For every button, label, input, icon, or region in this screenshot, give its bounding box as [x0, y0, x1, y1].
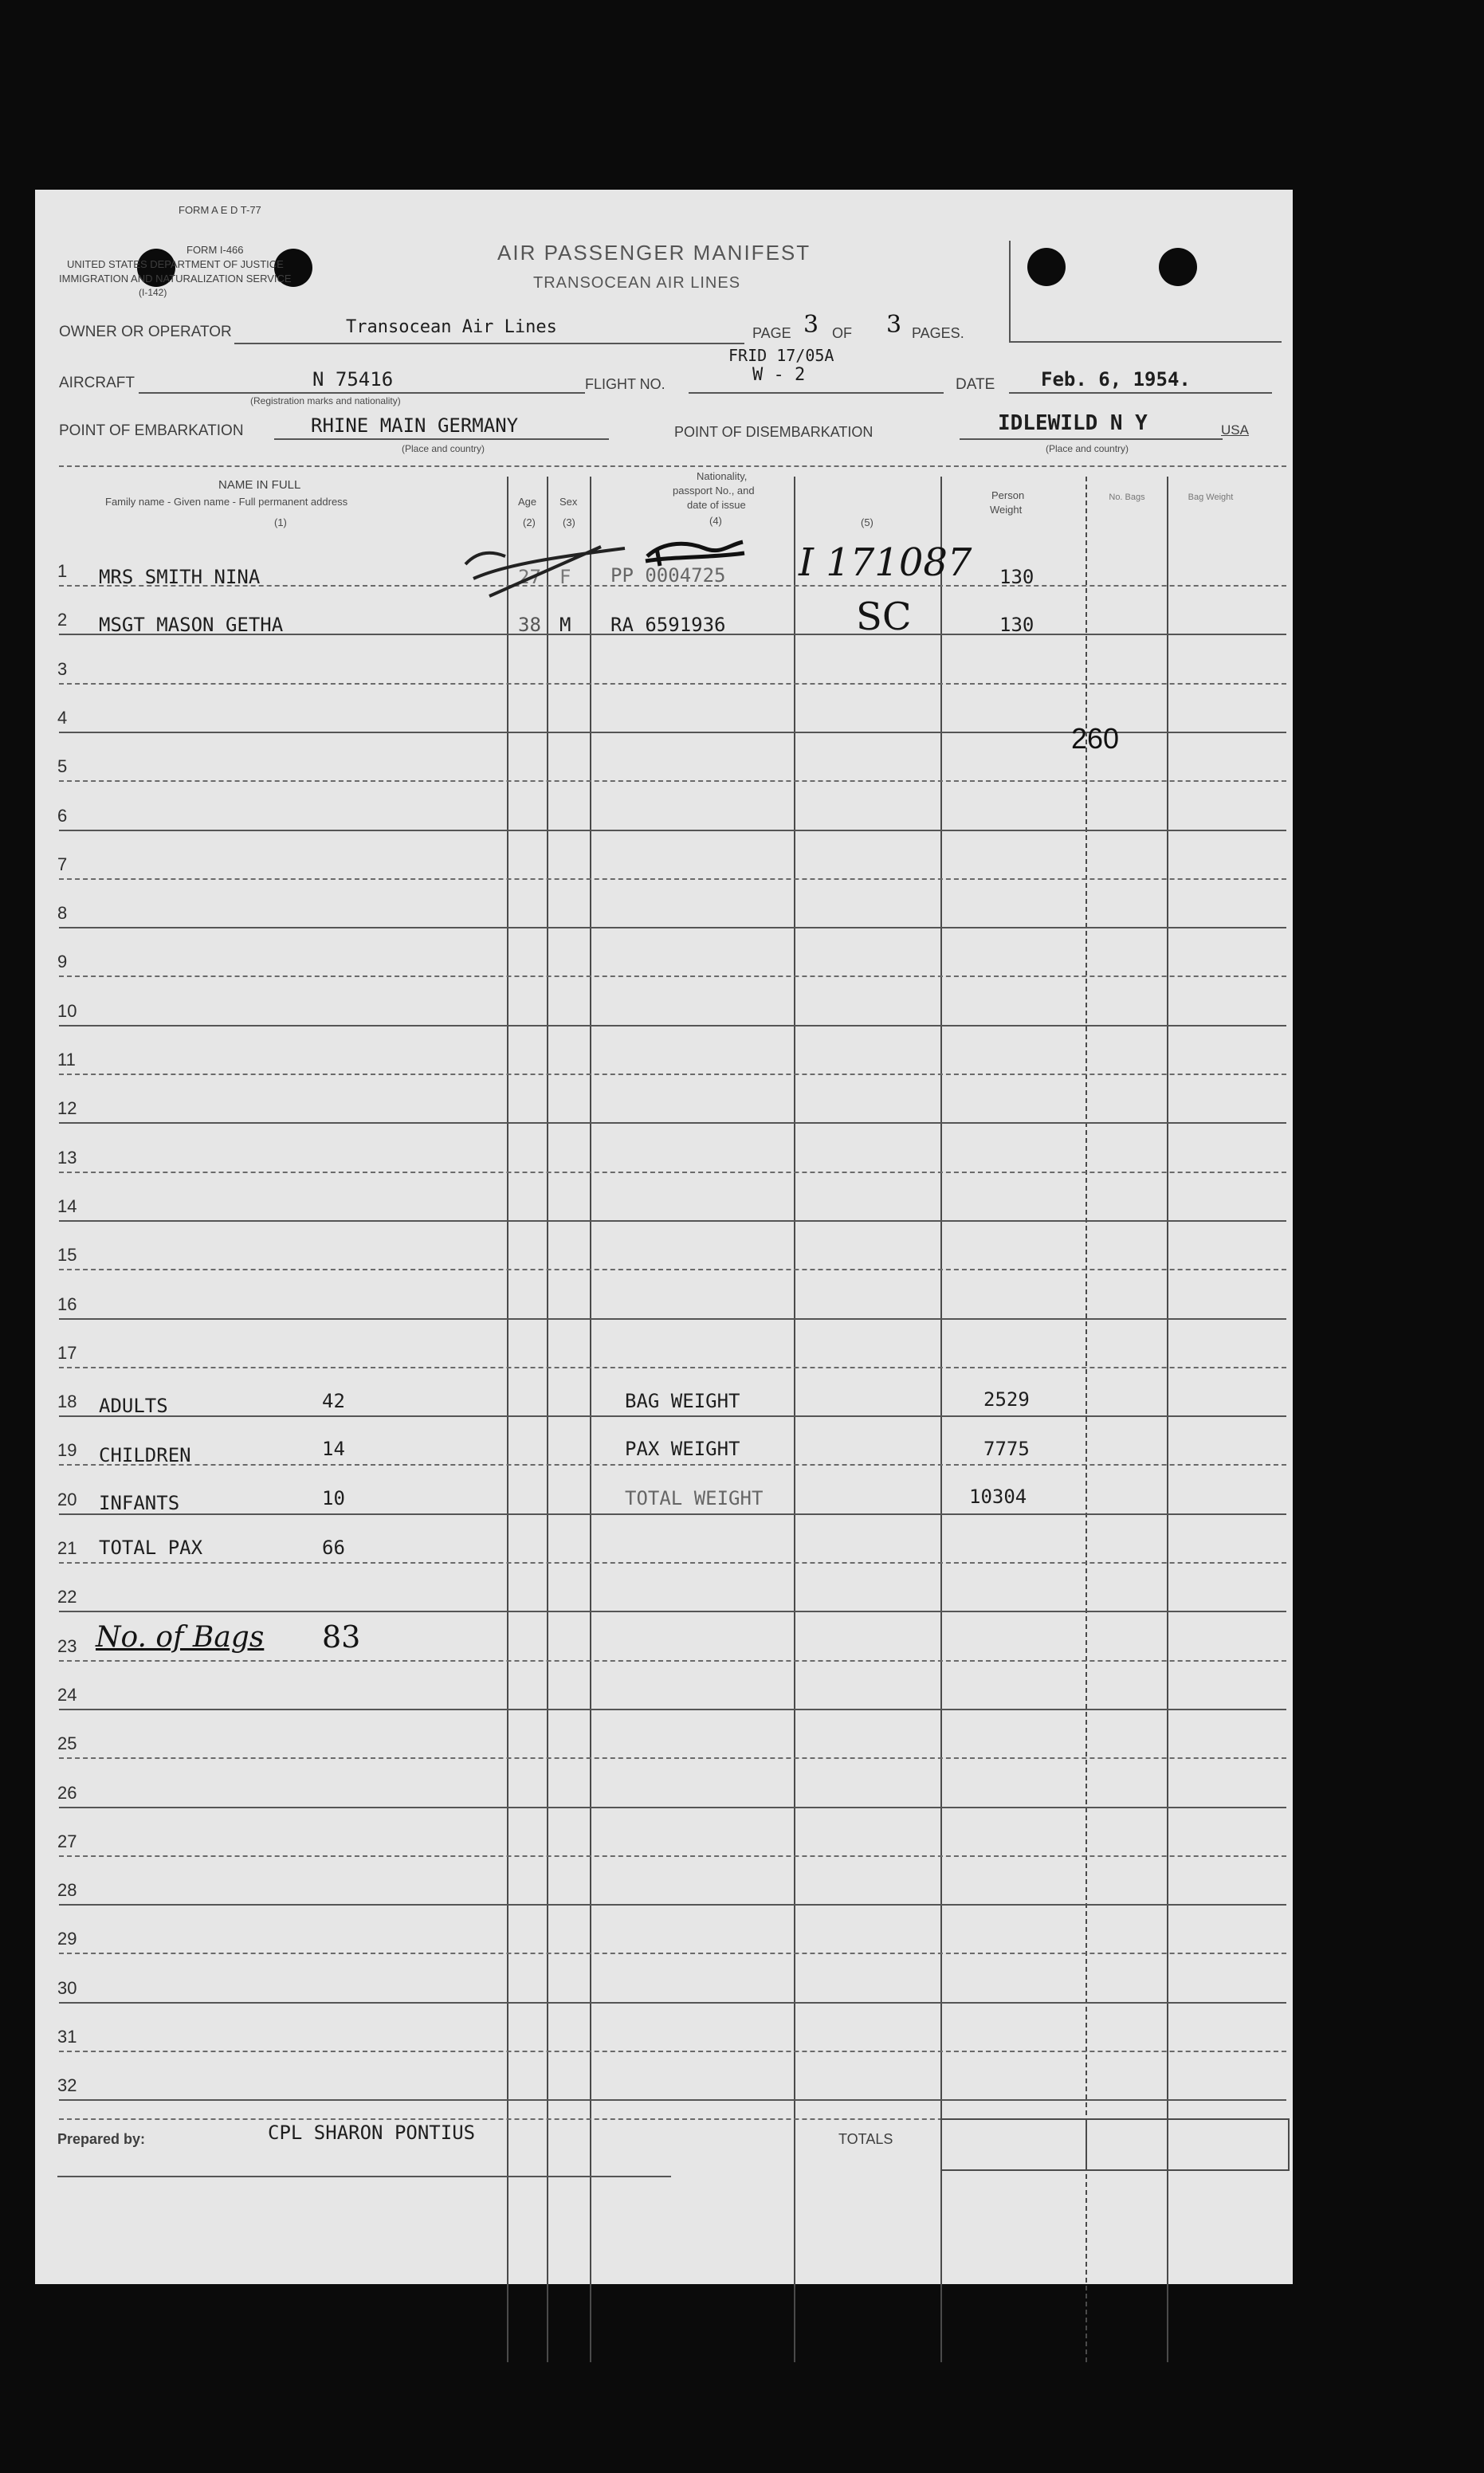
row-line	[59, 1464, 1286, 1466]
totals-box	[940, 2118, 1290, 2171]
col-header-passport-1: Nationality,	[697, 470, 748, 482]
summary-bag-weight: 2529	[983, 1388, 1030, 1411]
col-divider-bags	[1086, 477, 1087, 2362]
summary-bags-label: No. of Bags	[96, 1621, 265, 1654]
row-line	[59, 1660, 1286, 1662]
disembarkation-value: IDLEWILD N Y	[998, 411, 1148, 435]
row-line	[59, 1855, 1286, 1857]
row-line	[59, 975, 1286, 977]
row-line	[59, 1269, 1286, 1270]
row-number: 3	[57, 658, 68, 679]
row-number: 26	[57, 1782, 77, 1803]
summary-total-pax-label: TOTAL PAX	[99, 1537, 203, 1559]
strikethrough-scribble	[442, 532, 649, 604]
passenger-1-passport: PP 0004725	[610, 564, 726, 587]
page-label: PAGE	[752, 325, 791, 341]
row-number: 23	[57, 1635, 77, 1656]
passenger-2-name: MSGT MASON GETHA	[99, 614, 284, 636]
row-line	[59, 1122, 1286, 1124]
row-line	[59, 1074, 1286, 1075]
row-number: 18	[57, 1392, 77, 1412]
summary-children-label: CHILDREN	[99, 1444, 191, 1466]
form-number: FORM I-466	[186, 244, 244, 256]
row-line	[59, 1709, 1286, 1710]
col-header-bags: No. Bags	[1109, 493, 1145, 502]
row-line	[59, 2051, 1286, 2052]
subtotal-weight: 260	[1071, 722, 1120, 755]
summary-infants: 10	[322, 1487, 345, 1509]
passenger-1-name: MRS SMITH NINA	[99, 566, 261, 588]
summary-total-weight: 10304	[969, 1486, 1027, 1508]
passenger-1-weight: 130	[999, 566, 1034, 588]
totals-label: TOTALS	[838, 2131, 893, 2147]
aircraft-underline	[139, 392, 585, 394]
summary-infants-label: INFANTS	[99, 1492, 180, 1514]
flight-label: FLIGHT NO.	[585, 376, 665, 392]
dept-line-3: (I-142)	[139, 287, 167, 298]
row-number: 14	[57, 1195, 77, 1216]
prepared-by-value: CPL SHARON PONTIUS	[268, 2122, 476, 2144]
row-number: 4	[57, 707, 68, 728]
row-line	[59, 2099, 1286, 2101]
col-divider-age	[507, 477, 508, 2362]
col-header-age: Age	[518, 496, 537, 508]
embarkation-label: POINT OF EMBARKATION	[59, 422, 244, 439]
dept-line-2: IMMIGRATION AND NATURALIZATION SERVICE	[59, 273, 292, 285]
row-number: 15	[57, 1245, 77, 1266]
row-number: 31	[57, 2027, 77, 2047]
manifest-title: AIR PASSENGER MANIFEST	[497, 241, 811, 265]
corner-bracket	[1009, 241, 1282, 343]
passenger-2-weight: 130	[999, 614, 1034, 636]
col-header-passport-num: (4)	[709, 515, 722, 527]
col-header-name-sub: Family name - Given name - Full permanent address	[105, 496, 348, 508]
summary-children: 14	[322, 1438, 345, 1460]
passenger-2-sex: M	[559, 614, 571, 636]
row-number: 8	[57, 903, 68, 924]
passenger-1-age: 27	[518, 566, 541, 588]
row-line	[59, 780, 1286, 782]
passenger-2-passport: RA 6591936	[610, 614, 726, 636]
col-header-sex: Sex	[559, 496, 578, 508]
col-divider-col5	[794, 477, 795, 2362]
manifest-subtitle: TRANSOCEAN AIR LINES	[533, 274, 741, 292]
flight-underline	[689, 392, 944, 394]
row-line	[59, 1611, 1286, 1612]
row-number: 6	[57, 805, 68, 826]
passenger-1-annotation: I 171087	[799, 540, 972, 585]
summary-pax-weight-label: PAX WEIGHT	[625, 1438, 740, 1460]
table-top-rule	[59, 465, 1286, 467]
col-header-age-num: (2)	[523, 516, 536, 528]
date-value: Feb. 6, 1954.	[1041, 368, 1191, 391]
row-line	[59, 1025, 1286, 1026]
summary-total-weight-label: TOTAL WEIGHT	[625, 1487, 764, 1509]
col-divider-sex	[547, 477, 548, 2362]
prepared-by-underline	[57, 2176, 671, 2177]
row-number: 13	[57, 1147, 77, 1168]
row-number: 2	[57, 610, 68, 630]
row-number: 22	[57, 1587, 77, 1607]
row-number: 32	[57, 2075, 77, 2096]
manifest-document	[35, 190, 1293, 2284]
row-number: 27	[57, 1831, 77, 1851]
col-header-weight-1: Person	[991, 489, 1025, 501]
col-header-col5: (5)	[861, 516, 874, 528]
row-line	[59, 1318, 1286, 1320]
row-line	[59, 1513, 1286, 1515]
col-divider-passport	[590, 477, 591, 2362]
row-line	[59, 927, 1286, 928]
row-number: 19	[57, 1440, 77, 1461]
row-number: 5	[57, 756, 68, 777]
passenger-1-sex: F	[559, 566, 571, 588]
passenger-2-annotation: SC	[856, 595, 912, 639]
disembarkation-country: USA	[1221, 422, 1249, 438]
row-number: 10	[57, 1000, 77, 1021]
row-line	[59, 1904, 1286, 1906]
summary-bags: 83	[322, 1619, 361, 1655]
col-divider-weight	[940, 477, 942, 2362]
row-number: 25	[57, 1733, 77, 1754]
row-number: 29	[57, 1929, 77, 1949]
row-number: 9	[57, 952, 68, 972]
col-header-name-num: (1)	[274, 516, 287, 528]
row-line	[59, 1953, 1286, 1954]
disembarkation-underline	[960, 438, 1223, 440]
col-header-weight-2: Weight	[990, 504, 1023, 516]
pages-label: PAGES.	[912, 325, 964, 341]
col-header-name: NAME IN FULL	[218, 478, 301, 492]
prepared-by-label: Prepared by:	[57, 2131, 146, 2147]
row-line	[59, 1367, 1286, 1368]
summary-adults: 42	[322, 1390, 345, 1412]
row-number: 17	[57, 1342, 77, 1363]
row-number: 30	[57, 1977, 77, 1998]
aircraft-sublabel: (Registration marks and nationality)	[250, 395, 401, 406]
row-line	[59, 1172, 1286, 1173]
flight-value: W - 2	[752, 365, 806, 385]
summary-bag-weight-label: BAG WEIGHT	[625, 1390, 740, 1412]
frid-code: FRID 17/05A	[728, 346, 834, 365]
passport-scribble	[641, 534, 752, 574]
aircraft-value: N 75416	[312, 368, 394, 391]
dept-line-1: UNITED STATES DEPARTMENT OF JUSTICE	[67, 258, 284, 270]
summary-adults-label: ADULTS	[99, 1395, 168, 1417]
row-number: 16	[57, 1293, 77, 1314]
row-number: 28	[57, 1880, 77, 1901]
row-number: 20	[57, 1489, 77, 1509]
form-top-code: FORM A E D T-77	[179, 204, 261, 216]
page-total: 3	[886, 311, 902, 339]
row-number: 11	[57, 1050, 76, 1070]
date-label: DATE	[956, 376, 995, 393]
col-divider-bag-weight	[1167, 477, 1168, 2362]
row-line	[59, 830, 1286, 831]
embarkation-value: RHINE MAIN GERMANY	[311, 414, 519, 437]
aircraft-label: AIRCRAFT	[59, 375, 135, 391]
disembarkation-label: POINT OF DISEMBARKATION	[674, 424, 874, 440]
row-number: 12	[57, 1098, 77, 1119]
col-header-sex-num: (3)	[563, 516, 575, 528]
embarkation-sublabel: (Place and country)	[402, 443, 485, 454]
row-line	[59, 1807, 1286, 1808]
totals-box-divider-2	[1167, 2118, 1168, 2169]
row-line	[59, 1757, 1286, 1759]
row-number: 24	[57, 1684, 77, 1705]
row-number: 21	[57, 1538, 77, 1558]
page-number: 3	[803, 311, 819, 339]
summary-total-pax: 66	[322, 1537, 345, 1559]
owner-value: Transocean Air Lines	[346, 317, 557, 337]
row-line	[59, 1562, 1286, 1564]
row-number: 1	[57, 561, 68, 581]
col-header-passport-3: date of issue	[687, 499, 746, 511]
col-header-passport-2: passport No., and	[673, 485, 755, 497]
row-line	[59, 683, 1286, 685]
of-label: OF	[832, 325, 852, 341]
date-underline	[1009, 392, 1272, 394]
disembarkation-sublabel: (Place and country)	[1046, 443, 1129, 454]
row-line	[59, 1220, 1286, 1222]
owner-underline	[234, 343, 744, 344]
row-line	[59, 2002, 1286, 2004]
col-header-bag-weight: Bag Weight	[1188, 493, 1234, 502]
row-number: 7	[57, 854, 68, 874]
row-line	[59, 878, 1286, 880]
embarkation-underline	[274, 438, 609, 440]
owner-label: OWNER OR OPERATOR	[59, 324, 232, 340]
row-line	[59, 1415, 1286, 1417]
totals-box-divider-1	[1086, 2118, 1087, 2169]
summary-pax-weight: 7775	[983, 1438, 1030, 1460]
passenger-2-age: 38	[518, 614, 541, 636]
